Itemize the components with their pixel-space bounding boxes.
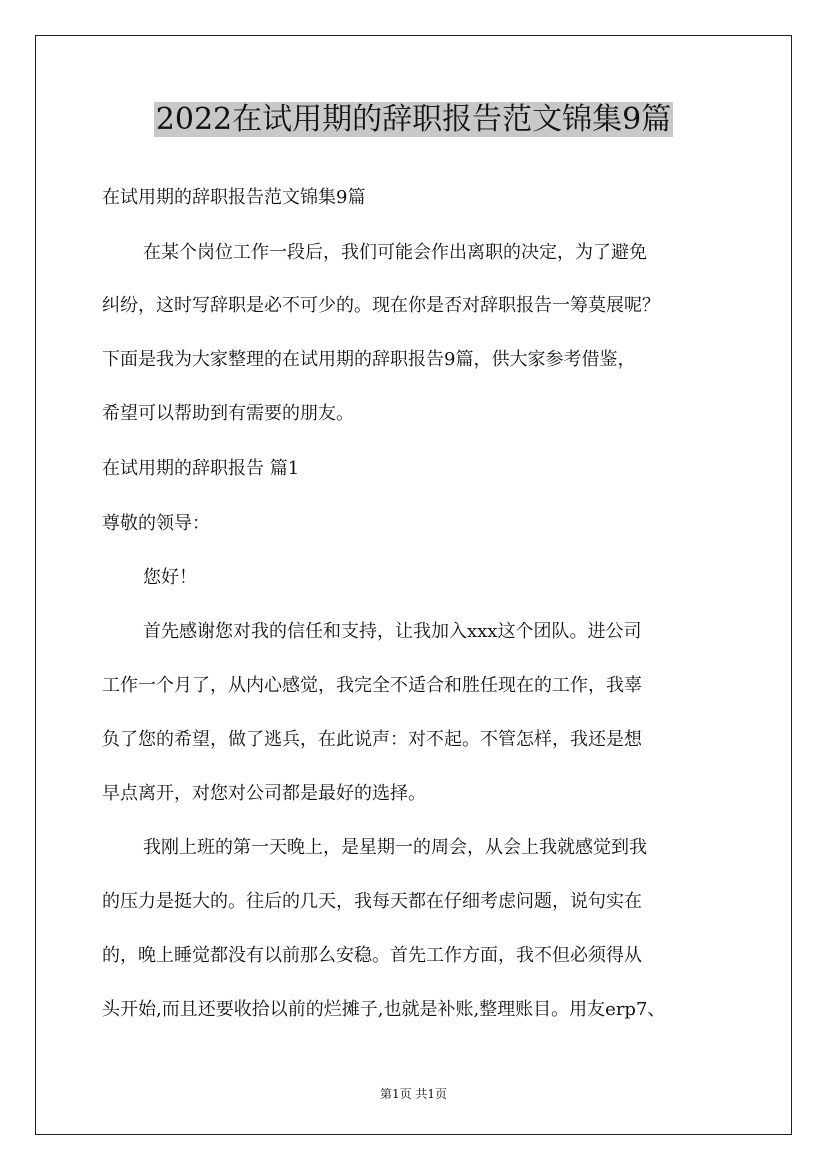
section-heading: 在试用期的辞职报告 篇1 — [102, 458, 300, 479]
paragraph-line: 工作一个月了，从内心感觉，我完全不适合和胜任现在的工作，我辜 — [102, 675, 642, 696]
document-title — [0, 98, 827, 142]
salutation: 尊敬的领导： — [102, 513, 210, 534]
subtitle-line: 在试用期的辞职报告范文锦集9篇 — [102, 187, 366, 208]
document-title-text: 2022在试用期的辞职报告范文锦集9篇 — [155, 102, 672, 137]
paragraph-line: 纠纷，这时写辞职是必不可少的。现在你是否对辞职报告一筹莫展呢？ — [102, 295, 660, 316]
page-footer: 第1页 共1页 — [379, 1087, 448, 1101]
paragraph-line: 首先感谢您对我的信任和支持，让我加入xxx这个团队。进公司 — [143, 621, 642, 642]
paragraph-line: 负了您的希望，做了逃兵，在此说声：对不起。不管怎样，我还是想 — [102, 729, 642, 750]
paragraph-line: 下面是我为大家整理的在试用期的辞职报告9篇，供大家参考借鉴， — [102, 349, 636, 370]
paragraph-line: 希望可以帮助到有需要的朋友。 — [102, 403, 354, 424]
paragraph-line: 早点离开，对您对公司都是最好的选择。 — [102, 783, 426, 804]
paragraph-line: 的，晚上睡觉都没有以前那么安稳。首先工作方面，我不但必须得从 — [102, 945, 642, 966]
paragraph-line: 在某个岗位工作一段后，我们可能会作出离职的决定，为了避免 — [143, 242, 647, 263]
greeting: 您好！ — [143, 567, 197, 588]
paragraph-line: 我刚上班的第一天晚上，是星期一的周会，从会上我就感觉到我 — [143, 837, 647, 858]
paragraph-line: 头开始,而且还要收拾以前的烂摊子,也就是补账,整理账目。用友erp7、 — [102, 999, 666, 1020]
paragraph-line: 的压力是挺大的。往后的几天，我每天都在仔细考虑问题，说句实在 — [102, 891, 642, 912]
